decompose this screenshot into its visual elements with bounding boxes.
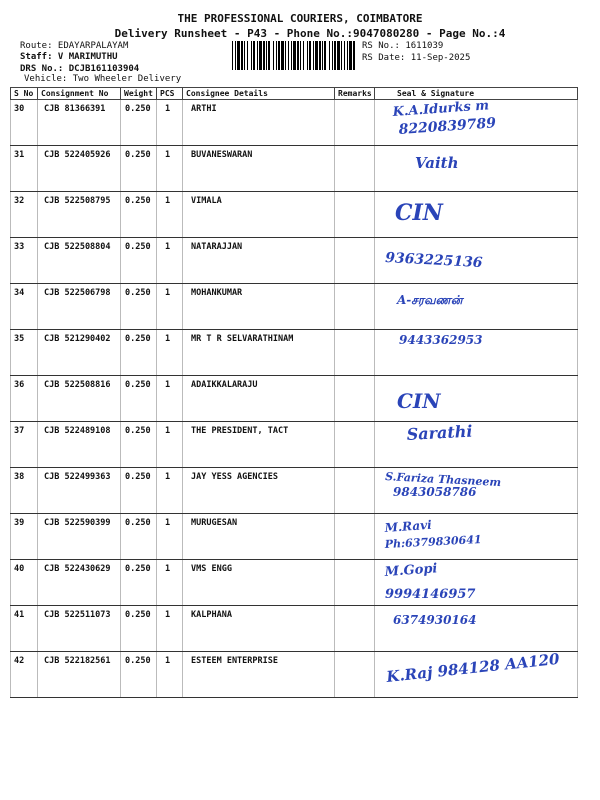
barcode-bar xyxy=(237,41,240,70)
sno-cell: 30 xyxy=(11,100,38,146)
pcs-cell: 1 xyxy=(157,192,183,238)
col-consignment: Consignment No xyxy=(38,88,121,100)
table-row xyxy=(11,468,578,514)
sno-cell: 37 xyxy=(11,422,38,468)
pcs-cell: 1 xyxy=(157,652,183,698)
barcode-bar xyxy=(332,41,333,70)
consignment-cell: CJB 522430629 xyxy=(38,560,121,606)
col-remarks: Remarks xyxy=(335,88,375,100)
table-header-row xyxy=(11,88,578,100)
signature-cell xyxy=(375,284,578,330)
consignment-cell: CJB 522499363 xyxy=(38,468,121,514)
col-pcs: PCS xyxy=(157,88,183,100)
sno-cell: 41 xyxy=(11,606,38,652)
consignment-cell: CJB 522405926 xyxy=(38,146,121,192)
handwritten-signature xyxy=(375,192,575,236)
runsheet-subtitle: Delivery Runsheet - P43 - Phone No.:9047080280 - Page No.:4 xyxy=(114,27,506,40)
consignment-cell: CJB 522590399 xyxy=(38,514,121,560)
barcode-bar xyxy=(266,41,267,70)
barcode-bar xyxy=(257,41,258,70)
remarks-cell xyxy=(335,468,375,514)
staff-label: Staff: V MARIMUTHU xyxy=(20,52,118,62)
table-row xyxy=(11,330,578,376)
weight-cell: 0.250 xyxy=(121,284,157,330)
pcs-cell: 1 xyxy=(157,330,183,376)
barcode-bar xyxy=(341,41,342,70)
barcode-bar xyxy=(337,41,340,70)
signature-scrawl: M.Gopi xyxy=(384,561,438,580)
col-signature: Seal & Signature xyxy=(375,88,578,100)
barcode-bar xyxy=(349,41,352,70)
handwritten-signature xyxy=(375,468,575,512)
handwritten-signature xyxy=(375,330,575,374)
rs-number: RS No.: 1611039 xyxy=(362,41,444,51)
weight-cell: 0.250 xyxy=(121,238,157,284)
consignment-cell: CJB 521290402 xyxy=(38,330,121,376)
barcode-bar xyxy=(273,41,274,70)
weight-cell: 0.250 xyxy=(121,606,157,652)
barcode-bar xyxy=(297,41,299,70)
table-row xyxy=(11,100,578,146)
remarks-cell xyxy=(335,284,375,330)
remarks-cell xyxy=(335,192,375,238)
signature-cell xyxy=(375,422,578,468)
remarks-cell xyxy=(335,560,375,606)
consignee-cell: ADAIKKALARAJU xyxy=(183,376,335,422)
remarks-cell xyxy=(335,422,375,468)
signature-scrawl: 9843058786 xyxy=(393,485,477,499)
barcode-bar xyxy=(303,41,304,70)
remarks-cell xyxy=(335,238,375,284)
barcode-bar xyxy=(285,41,286,70)
barcode-bar xyxy=(268,41,270,70)
signature-cell xyxy=(375,192,578,238)
signature-cell xyxy=(375,330,578,376)
remarks-cell xyxy=(335,376,375,422)
handwritten-signature xyxy=(375,649,575,696)
runsheet-table xyxy=(10,87,578,698)
table-row xyxy=(11,284,578,330)
barcode-bar xyxy=(253,41,255,70)
handwritten-signature xyxy=(375,422,575,466)
consignment-cell: CJB 522508795 xyxy=(38,192,121,238)
remarks-cell xyxy=(335,330,375,376)
barcode-bar xyxy=(347,41,348,70)
barcode-bar xyxy=(235,41,236,70)
rs-date: RS Date: 11-Sep-2025 xyxy=(362,53,471,63)
remarks-cell xyxy=(335,606,375,652)
weight-cell: 0.250 xyxy=(121,560,157,606)
handwritten-signature xyxy=(375,146,575,190)
weight-cell: 0.250 xyxy=(121,652,157,698)
col-weight: Weight xyxy=(121,88,157,100)
consignment-cell: CJB 522511073 xyxy=(38,606,121,652)
signature-scrawl: Vaith xyxy=(415,154,459,172)
signature-cell xyxy=(375,560,578,606)
barcode-bar xyxy=(278,41,280,70)
signature-scrawl: 6374930164 xyxy=(393,613,477,627)
consignment-cell: CJB 81366391 xyxy=(38,100,121,146)
handwritten-signature xyxy=(375,514,575,558)
signature-scrawl: S.Fariza Thasneem xyxy=(384,470,502,490)
consignee-cell: ESTEEM ENTERPRISE xyxy=(183,652,335,698)
handwritten-signature xyxy=(375,606,575,650)
sno-cell: 32 xyxy=(11,192,38,238)
table-row xyxy=(11,422,578,468)
route-label: Route: EDAYARPALAYAM xyxy=(20,41,129,51)
barcode-bar xyxy=(344,41,345,70)
signature-cell xyxy=(375,376,578,422)
vehicle-label: Vehicle: Two Wheeler Delivery xyxy=(24,74,182,84)
weight-cell: 0.250 xyxy=(121,192,157,238)
signature-scrawl: 9363225136 xyxy=(384,250,483,272)
signature-cell xyxy=(375,649,578,698)
barcode-bar xyxy=(232,41,233,70)
barcode-bar xyxy=(315,41,318,70)
consignee-cell: KALPHANA xyxy=(183,606,335,652)
signature-cell xyxy=(375,238,578,284)
pcs-cell: 1 xyxy=(157,468,183,514)
barcode-bar xyxy=(263,41,265,70)
barcode-bar xyxy=(353,41,355,70)
sno-cell: 34 xyxy=(11,284,38,330)
handwritten-signature xyxy=(375,376,575,420)
company-title: THE PROFESSIONAL COURIERS, COIMBATORE xyxy=(177,12,423,25)
barcode-bar xyxy=(324,41,326,70)
weight-cell: 0.250 xyxy=(121,468,157,514)
weight-cell: 0.250 xyxy=(121,100,157,146)
barcode-bar xyxy=(291,41,292,70)
consignee-cell: JAY YESS AGENCIES xyxy=(183,468,335,514)
barcode-bar xyxy=(251,41,252,70)
sno-cell: 31 xyxy=(11,146,38,192)
signature-cell xyxy=(375,146,578,192)
pcs-cell: 1 xyxy=(157,514,183,560)
sno-cell: 38 xyxy=(11,468,38,514)
table-row xyxy=(11,376,578,422)
table-row xyxy=(11,514,578,560)
signature-scrawl: 8220839789 xyxy=(398,115,497,138)
consignee-cell: ARTHI xyxy=(183,100,335,146)
sno-cell: 39 xyxy=(11,514,38,560)
consignee-cell: VMS ENGG xyxy=(183,560,335,606)
signature-scrawl: Ph:6379830641 xyxy=(384,532,482,551)
consignee-cell: VIMALA xyxy=(183,192,335,238)
barcode-bar xyxy=(247,41,248,70)
consignee-cell: MR T R SELVARATHINAM xyxy=(183,330,335,376)
col-consignee: Consignee Details xyxy=(183,88,335,100)
table-row xyxy=(11,238,578,284)
handwritten-signature xyxy=(375,284,575,328)
sno-cell: 42 xyxy=(11,652,38,698)
consignee-cell: MURUGESAN xyxy=(183,514,335,560)
pcs-cell: 1 xyxy=(157,560,183,606)
remarks-cell xyxy=(335,100,375,146)
weight-cell: 0.250 xyxy=(121,146,157,192)
barcode-bar xyxy=(322,41,323,70)
table-row xyxy=(11,146,578,192)
handwritten-signature xyxy=(375,100,575,144)
table-row xyxy=(11,606,578,652)
table-row xyxy=(11,560,578,606)
consignment-cell: CJB 522508804 xyxy=(38,238,121,284)
sno-cell: 33 xyxy=(11,238,38,284)
weight-cell: 0.250 xyxy=(121,330,157,376)
drs-number: DRS No.: DCJB161103904 xyxy=(20,64,140,74)
barcode-bar xyxy=(281,41,284,70)
consignee-cell: NATARAJJAN xyxy=(183,238,335,284)
consignee-cell: BUVANESWARAN xyxy=(183,146,335,192)
barcode-bar xyxy=(259,41,262,70)
sno-cell: 36 xyxy=(11,376,38,422)
consignee-cell: MOHANKUMAR xyxy=(183,284,335,330)
consignment-cell: CJB 522508816 xyxy=(38,376,121,422)
signature-scrawl: 9443362953 xyxy=(399,333,483,347)
barcode-bar xyxy=(309,41,311,70)
barcode-bar xyxy=(313,41,314,70)
consignee-cell: THE PRESIDENT, TACT xyxy=(183,422,335,468)
pcs-cell: 1 xyxy=(157,100,183,146)
signature-scrawl: K.A.Idurks m xyxy=(392,98,490,120)
signature-scrawl: K.Raj 984128 AA120 xyxy=(385,649,561,686)
consignment-cell: CJB 522506798 xyxy=(38,284,121,330)
signature-scrawl: A-சரவணன் xyxy=(397,293,463,307)
barcode-bar xyxy=(288,41,289,70)
barcode xyxy=(232,41,356,70)
pcs-cell: 1 xyxy=(157,422,183,468)
sno-cell: 35 xyxy=(11,330,38,376)
barcode-bar xyxy=(334,41,336,70)
signature-scrawl: 9994146957 xyxy=(385,587,476,602)
barcode-bar xyxy=(244,41,245,70)
remarks-cell xyxy=(335,146,375,192)
table-row xyxy=(11,192,578,238)
barcode-bar xyxy=(293,41,296,70)
consignment-cell: CJB 522489108 xyxy=(38,422,121,468)
signature-scrawl: M.Ravi xyxy=(384,517,433,535)
weight-cell: 0.250 xyxy=(121,376,157,422)
signature-cell xyxy=(375,100,578,146)
barcode-bar xyxy=(276,41,277,70)
sno-cell: 40 xyxy=(11,560,38,606)
pcs-cell: 1 xyxy=(157,238,183,284)
col-sno: S No xyxy=(11,88,38,100)
remarks-cell xyxy=(335,652,375,698)
signature-cell xyxy=(375,514,578,560)
signature-scrawl: CIN xyxy=(397,389,441,413)
barcode-bar xyxy=(319,41,321,70)
barcode-bar xyxy=(329,41,330,70)
handwritten-signature xyxy=(375,238,575,282)
pcs-cell: 1 xyxy=(157,606,183,652)
pcs-cell: 1 xyxy=(157,146,183,192)
pcs-cell: 1 xyxy=(157,284,183,330)
pcs-cell: 1 xyxy=(157,376,183,422)
barcode-bar xyxy=(307,41,308,70)
signature-scrawl: Sarathi xyxy=(406,421,473,444)
signature-cell xyxy=(375,606,578,652)
barcode-bar xyxy=(300,41,301,70)
consignment-cell: CJB 522182561 xyxy=(38,652,121,698)
handwritten-signature xyxy=(375,560,575,604)
table-row xyxy=(11,652,578,698)
barcode-bar xyxy=(241,41,243,70)
weight-cell: 0.250 xyxy=(121,422,157,468)
signature-scrawl: CIN xyxy=(395,200,443,226)
weight-cell: 0.250 xyxy=(121,514,157,560)
remarks-cell xyxy=(335,514,375,560)
signature-cell xyxy=(375,468,578,514)
